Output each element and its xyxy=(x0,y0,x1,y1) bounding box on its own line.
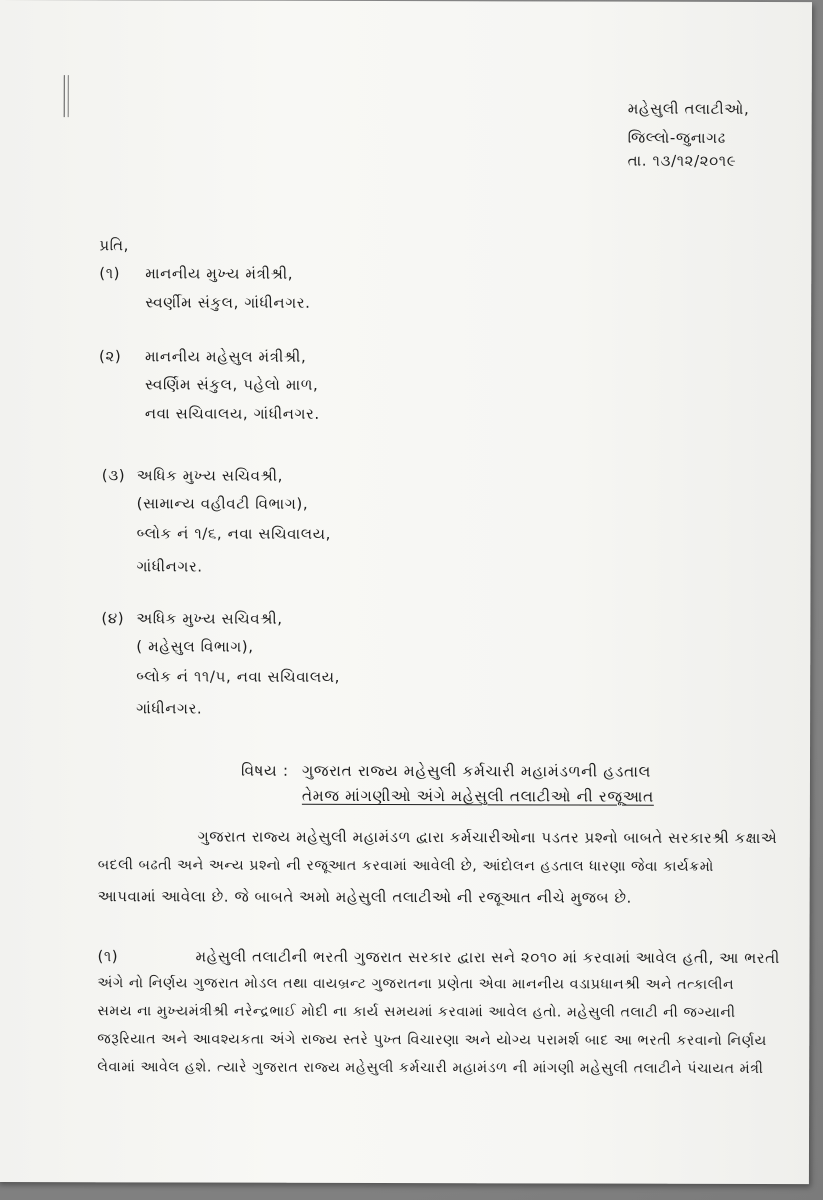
recipient-2-line-2: સ્વર્ણિમ સંકુલ, પહેલો માળ, xyxy=(144,375,319,394)
recipient-4-line-1: અધિક મુખ્ય સચિવશ્રી, xyxy=(136,609,283,628)
letter-date: તા. ૧૩/૧૨/૨૦૧૯ xyxy=(627,151,737,170)
recipient-1-line-1: માનનીય મુખ્ય મંત્રીશ્રી, xyxy=(145,264,294,283)
salutation: પ્રતિ, xyxy=(99,236,130,255)
point-1-number: (૧) xyxy=(97,947,119,966)
recipient-1-number: (૧) xyxy=(99,264,121,283)
point-1-line-1: મહેસુલી તલાટીની ભરતી ગુજરાત સરકાર દ્વારા સને ૨૦૧૦ માં કરવામાં આવેલ હતી, આ ભરતી xyxy=(195,947,780,968)
intro-line-3: આપવામાં આવેલા છે. જે બાબતે અમો મહેસુલી તલાટીઓ ની રજૂઆત નીચે મુજબ છે. xyxy=(97,887,632,907)
recipient-4-line-4: ગાંધીનગર. xyxy=(136,699,203,718)
recipient-3-number: (૩) xyxy=(101,466,126,485)
intro-line-2: બદલી બઢતી અને અન્ય પ્રશ્નો ની રજૂઆત કરવામાં આવેલી છે, આંદોલન હડતાલ ધારણા જેવા કાર્યક્રમો xyxy=(97,857,714,875)
recipient-3-line-4: ગાંધીનગર. xyxy=(136,557,203,576)
margin-mark xyxy=(64,75,69,117)
intro-line-1: ગુજરાત રાજ્ય મહેસુલી મહામંડળ દ્વારા કર્મચારીઓના પડતર પ્રશ્નો બાબતે સરકારશ્રી કક્ષાએ xyxy=(197,827,778,848)
subject-line-1: ગુજરાત રાજ્ય મહેસુલી કર્મચારી મહામંડળની હડતાલ xyxy=(301,761,652,781)
subject-line-2: તેમજ માંગણીઓ અંગે મહેસુલી તલાટીઓ ની રજૂઆત xyxy=(301,786,654,806)
recipient-3-line-2: (સામાન્ય વહીવટી વિભાગ), xyxy=(136,494,309,513)
recipient-4-number: (૪) xyxy=(101,609,125,628)
point-1-line-2: અંગે નો નિર્ણય ગુજરાત મોડલ તથા વાયબ્રન્ટ ગુજરાતના પ્રણેતા એવા માનનીય વડાપ્રધાનશ્રી અને તત્કાલીન xyxy=(97,975,735,993)
recipient-4-line-2: ( મહેસુલ વિભાગ), xyxy=(136,637,254,656)
recipient-4-line-3: બ્લોક નં ૧૧/૫, નવા સચિવાલય, xyxy=(136,667,341,686)
recipient-3-line-3: બ્લોક નં ૧/૬, નવા સચિવાલય, xyxy=(136,524,332,543)
recipient-2-line-3: નવા સચિવાલય, ગાંધીનગર. xyxy=(144,404,320,423)
recipient-3-line-1: અધિક મુખ્ય સચિવશ્રી, xyxy=(136,466,284,485)
subject-label: વિષય : xyxy=(240,761,289,780)
point-1-line-5: લેવામાં આવેલ હશે. ત્યારે ગુજરાત રાજ્ય મહેસુલી કર્મચારી મહામંડળ ની માંગણી મહેસુલી તલાટીને પંચાયત મંત્રી xyxy=(97,1059,764,1078)
recipient-2-line-1: માનનીય મહેસુલ મંત્રીશ્રી, xyxy=(145,347,307,366)
sender-line-2: જિલ્લો-જુનાગઢ xyxy=(627,128,726,147)
recipient-1-line-2: સ્વર્ણીમ સંકુલ, ગાંધીનગર. xyxy=(145,293,311,312)
recipient-2-number: (૨) xyxy=(99,347,122,366)
point-1-line-4: જરૂરિયાત અને આવશ્યકતા અંગે રાજ્ય સ્તરે પુખ્ત વિચારણા અને યોગ્ય પરામર્શ બાદ આ ભરતી કરવાનો નિર્ણય xyxy=(97,1031,767,1050)
sender-line-1: મહેસુલી તલાટીઓ, xyxy=(627,99,750,118)
point-1-line-3: સમય ના મુખ્યમંત્રીશ્રી નરેન્દ્રભાઈ મોદી ના કાર્ય સમયમાં કરવામાં આવેલ હતો. મહેસુલી તલાટી ની જગ્યાની xyxy=(97,1003,736,1021)
